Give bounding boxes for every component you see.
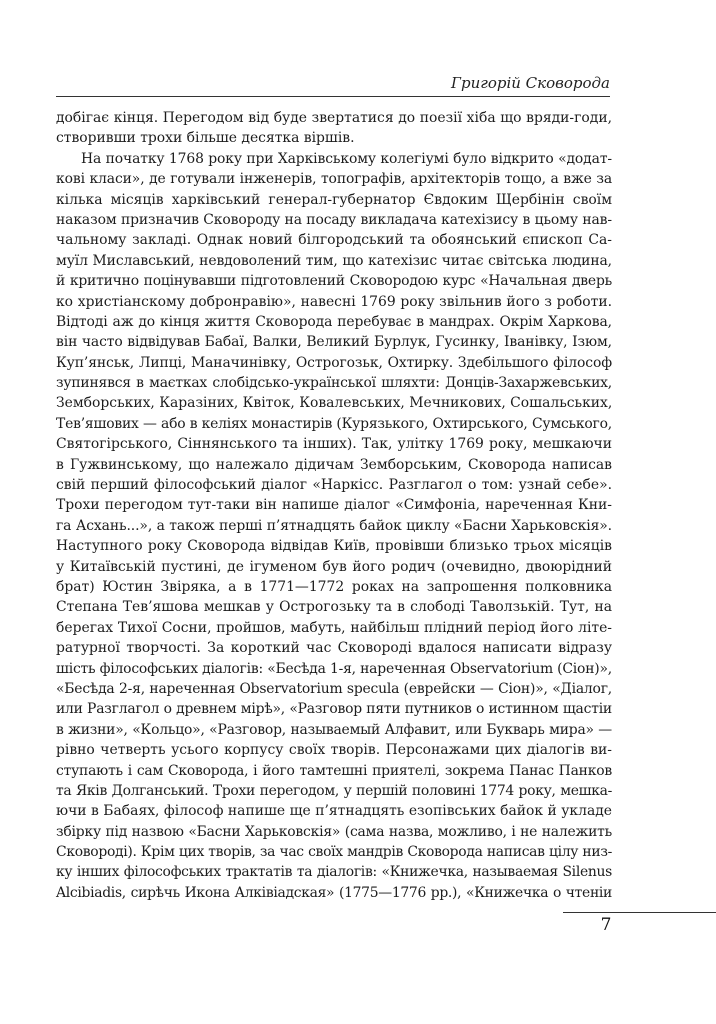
- text-line: у Китаївській пустині, де ігуменом був його родич (очевидно, двоюрідний: [56, 558, 612, 575]
- running-header: Григорій Сковорода: [451, 74, 610, 92]
- text-line: Відтоді аж до кінця життя Сковорода перебуває в мандрах. Окрім Харкова,: [56, 313, 612, 330]
- text-line: й критично поцінувавши підготовлений Сковородою курс «Начальная дверь: [56, 273, 612, 290]
- text-line: ючи в Бабаях, філософ напише ще п’ятнадцять езопівських байок й укладе: [56, 803, 612, 820]
- text-line: Alcibiadis, сирѣчь Икона Алківіадская» (1775—1776 рр.), «Книжечка о чтеніи: [56, 884, 612, 901]
- text-line: берегах Тихої Сосни, пройшов, мабуть, найбільш плідний період його літе-: [56, 619, 612, 636]
- text-line: в Гужвинському, що належало дідичам Земборським, Сковорода написав: [56, 456, 612, 473]
- text-line: наказом призначив Сковороду на посаду викладача катехізису в цьому нав-: [56, 211, 612, 228]
- text-line: рівно четверть усього корпусу своїх творів. Персонажами цих діалогів ви-: [56, 742, 612, 759]
- text-line: свій перший філософський діалог «Наркісс. Разглагол о том: узнай себе».: [56, 477, 612, 494]
- text-line: Наступного року Сковорода відвідав Київ, провівши близько трьох місяців: [56, 538, 612, 555]
- text-line: Святогірського, Сіннянського та інших). Так, улітку 1769 року, мешкаючи: [56, 436, 612, 453]
- page-number: 7: [600, 915, 612, 935]
- text-line: Тев’яшових — або в келіях монастирів (Курязького, Охтирського, Сумського,: [56, 415, 612, 432]
- text-line: він часто відвідував Бабаї, Валки, Великий Бурлук, Гусинку, Іванівку, Ізюм,: [56, 334, 612, 351]
- text-line: кілька місяців харківський генерал-губернатор Євдоким Щербінін своїм: [56, 191, 612, 208]
- text-line: На початку 1768 року при Харківському колегіумі було відкрито «додат-: [81, 150, 612, 167]
- footer-rule: [563, 912, 716, 913]
- text-line: «Бесѣда 2-я, нареченная Observatorium specula (еврейски — Сіон)», «Діалог,: [56, 680, 612, 697]
- text-line: Куп’янськ, Липці, Маначинівку, Острогозьк, Охтирку. Здебільшого філософ: [56, 354, 612, 371]
- text-line: га Асхань...», а також перші п’ятнадцять байок циклу «Басни Харьковскія».: [56, 517, 612, 534]
- text-line: ратурної творчості. За короткий час Сковороді вдалося написати відразу: [56, 640, 612, 657]
- header-rule: [56, 96, 610, 97]
- text-line: ко христіанскому добронравію», навесні 1769 року звільнив його з роботи.: [56, 293, 612, 310]
- text-line: чальному закладі. Однак новий білгородський та обоянський єпископ Са-: [56, 232, 612, 249]
- text-line: шість філософських діалогів: «Бесѣда 1-я, нареченная Observatorium (Сіон)»,: [56, 660, 612, 677]
- text-line: Сковороді). Крім цих творів, за час своїх мандрів Сковорода написав цілу низ-: [56, 844, 612, 861]
- text-line: Степана Тев’яшова мешкав у Острогозьку та в слободі Таволзькій. Тут, на: [56, 599, 612, 616]
- text-line: брат) Юстин Звіряка, а в 1771—1772 роках на запрошення полковника: [56, 578, 612, 595]
- text-line: ку інших філософських трактатів та діалогів: «Книжечка, называемая Silenus: [56, 864, 612, 881]
- text-line: створивши трохи більше десятка віршів.: [56, 130, 355, 147]
- text-line: зупинявся в маєтках слобідсько-української шляхти: Донців-Захаржевських,: [56, 375, 612, 392]
- text-line: збірку під назвою «Басни Харьковскія» (сама назва, можливо, і не належить: [56, 823, 612, 840]
- text-line: добігає кінця. Перегодом від буде звертатися до поезії хіба що вряди-годи,: [56, 110, 612, 126]
- text-line: та Яків Долганський. Трохи перегодом, у першій половині 1774 року, мешка-: [56, 782, 612, 799]
- text-line: в жизни», «Кольцо», «Разговор, называемый Алфавит, или Букварь мира» —: [56, 721, 612, 738]
- body-text: [56, 108, 612, 903]
- text-line: ступають і сам Сковорода, і його тамтешні приятелі, зокрема Панас Панков: [56, 762, 612, 779]
- text-line: Трохи перегодом тут-таки він напише діалог «Симфоніа, нареченная Кни-: [56, 497, 612, 514]
- text-line: или Разглагол о древнем мірѣ», «Разговор пяти путников о истинном щастіи: [56, 701, 612, 718]
- text-line: муїл Миславський, невдоволений тим, що катехізис читає світська людина,: [56, 252, 612, 269]
- text-line: Земборських, Каразіних, Квіток, Ковалевських, Мечникових, Сошальських,: [56, 395, 613, 412]
- text-line: кові класи», де готували інженерів, топографів, архітекторів тощо, а вже за: [56, 171, 612, 188]
